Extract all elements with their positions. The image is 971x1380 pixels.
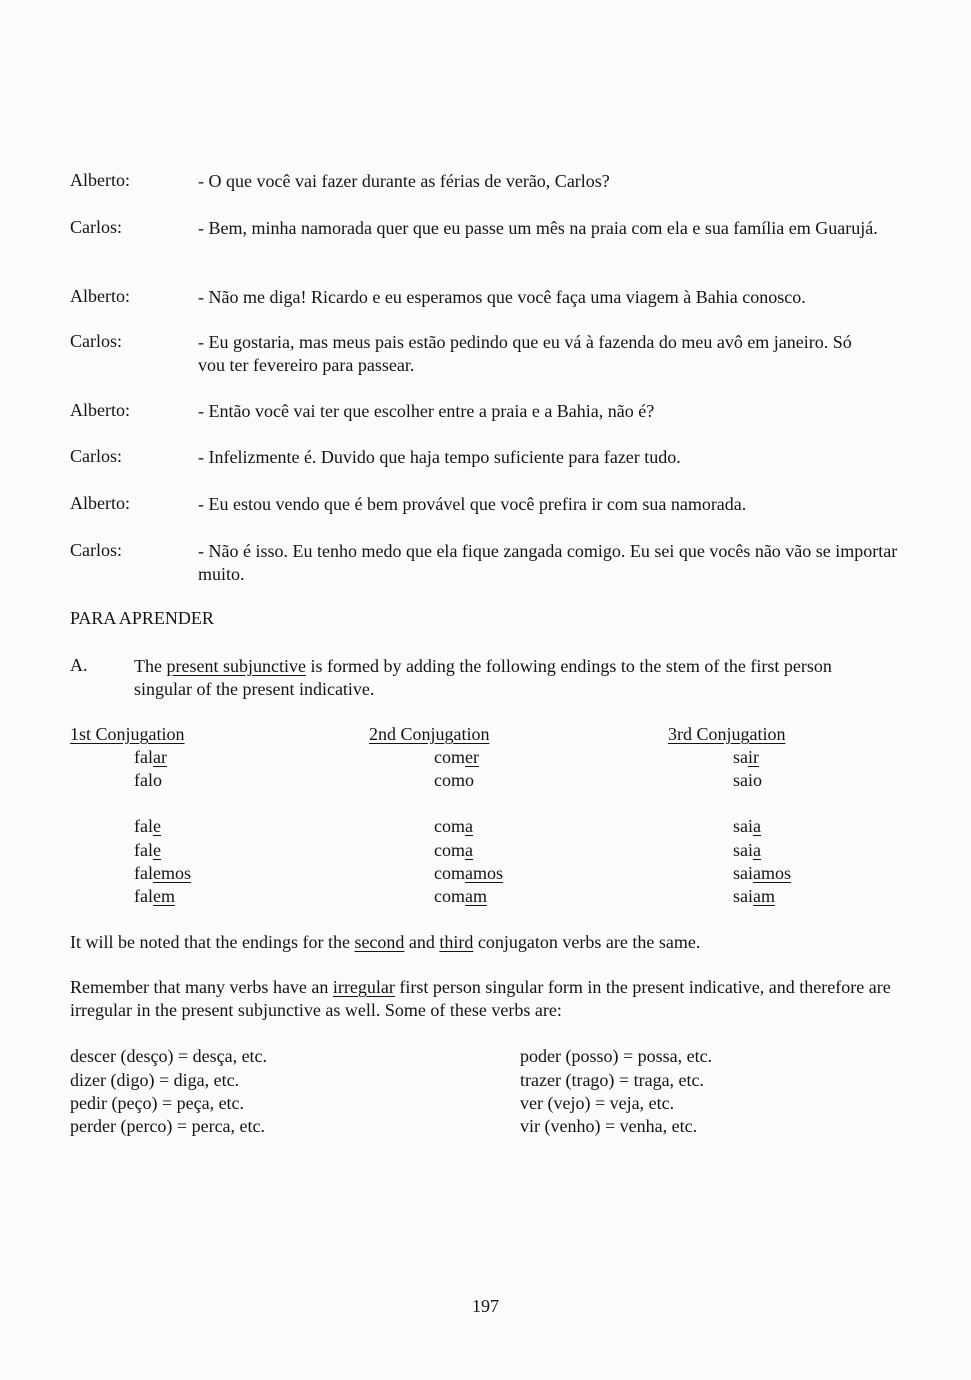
list-item: descer (desço) = desça, etc. <box>70 1046 268 1066</box>
emphasis: third <box>439 932 474 952</box>
ending: e <box>152 816 161 836</box>
speaker-label: Alberto: <box>70 170 130 190</box>
note-same-endings <box>70 932 700 953</box>
infinitive <box>434 747 479 768</box>
ending: ar <box>152 747 167 767</box>
ending: amos <box>753 863 791 883</box>
point-label: A. <box>70 655 88 675</box>
stem: sai <box>733 840 753 860</box>
text: conjugaton verbs are the same. <box>473 932 701 952</box>
stem: fal <box>134 863 153 883</box>
dialogue-line: - Infelizmente é. Duvido que haja tempo suficiente para fazer tudo. <box>198 447 681 467</box>
stem: fal <box>134 816 153 836</box>
text-after: is formed by adding the following endings to the stem of the first person singular of the present indicative. <box>134 656 832 699</box>
note-irregular <box>70 976 900 1022</box>
speaker-label: Carlos: <box>70 217 122 237</box>
list-item: vir (venho) = venha, etc. <box>520 1116 698 1136</box>
stem: com <box>434 816 465 836</box>
stem: com <box>434 886 465 906</box>
dialogue-line: - Eu gostaria, mas meus pais estão pedindo que eu vá à fazenda do meu avô em janeiro. Só vou ter fevereiro para passear. <box>198 332 852 375</box>
subjunctive-form <box>434 840 473 861</box>
text: first person singular form in the present indicative, and therefore are irregular in the present subjunctive as well. Some of these verbs are: <box>70 977 891 1020</box>
indicative-form: falo <box>134 770 162 790</box>
ending: a <box>753 840 761 860</box>
subjunctive-form <box>733 840 761 861</box>
ending: a <box>465 840 473 860</box>
stem: fal <box>134 886 153 906</box>
speaker-label: Carlos: <box>70 540 122 560</box>
point-a-text <box>134 655 869 701</box>
ending: amos <box>465 863 503 883</box>
stem: sai <box>733 886 753 906</box>
indicative-form: como <box>434 770 474 790</box>
ending: er <box>465 747 479 767</box>
dialogue-line: - Não me diga! Ricardo e eu esperamos que você faça uma viagem à Bahia conosco. <box>198 287 806 307</box>
subjunctive-form <box>733 886 775 907</box>
text: It will be noted that the endings for the <box>70 932 355 952</box>
subjunctive-form <box>434 816 473 837</box>
subjunctive-form <box>134 840 161 861</box>
subjunctive-form <box>134 863 191 884</box>
ending: ir <box>748 747 759 767</box>
indicative-form: saio <box>733 770 762 790</box>
speaker-label: Carlos: <box>70 446 122 466</box>
ending: e <box>152 840 161 860</box>
subjunctive-form <box>434 886 487 907</box>
speaker-label: Carlos: <box>70 331 122 351</box>
list-item: dizer (digo) = diga, etc. <box>70 1070 240 1090</box>
dialogue-line: - Não é isso. Eu tenho medo que ela fique zangada comigo. Eu sei que vocês não vão se importar muito. <box>198 541 898 584</box>
stem: com <box>434 863 465 883</box>
section-heading: PARA APRENDER <box>70 608 214 628</box>
stem: fal <box>134 747 153 767</box>
term-present-subjunctive: present subjunctive <box>166 656 306 676</box>
ending: em <box>152 886 175 906</box>
list-item: trazer (trago) = traga, etc. <box>520 1070 705 1090</box>
ending: am <box>753 886 775 906</box>
ending: a <box>753 816 761 836</box>
emphasis: irregular <box>332 977 395 997</box>
stem: fal <box>134 840 153 860</box>
stem: com <box>434 840 465 860</box>
page-number: 197 <box>472 1296 499 1316</box>
ending: a <box>465 816 473 836</box>
ending: emos <box>152 863 191 883</box>
speaker-label: Alberto: <box>70 493 130 513</box>
column-header: 1st Conjugation <box>70 724 185 744</box>
stem: sai <box>733 863 753 883</box>
column-header: 2nd Conjugation <box>369 724 490 744</box>
stem: com <box>434 747 465 767</box>
subjunctive-form <box>733 863 791 884</box>
text-before: The <box>134 656 167 676</box>
subjunctive-form <box>434 863 503 884</box>
list-item: ver (vejo) = veja, etc. <box>520 1093 675 1113</box>
infinitive <box>733 747 759 768</box>
dialogue-line: - Então você vai ter que escolher entre a praia e a Bahia, não é? <box>198 401 655 421</box>
list-item: poder (posso) = possa, etc. <box>520 1046 713 1066</box>
stem: sai <box>733 816 753 836</box>
list-item: pedir (peço) = peça, etc. <box>70 1093 245 1113</box>
list-item: perder (perco) = perca, etc. <box>70 1116 266 1136</box>
text: and <box>404 932 440 952</box>
emphasis: second <box>354 932 405 952</box>
dialogue-line: - O que você vai fazer durante as férias de verão, Carlos? <box>198 171 610 191</box>
text: Remember that many verbs have an <box>70 977 333 997</box>
subjunctive-form <box>733 816 761 837</box>
subjunctive-form <box>134 816 161 837</box>
dialogue-line: - Eu estou vendo que é bem provável que você prefira ir com sua namorada. <box>198 494 747 514</box>
speaker-label: Alberto: <box>70 286 130 306</box>
column-header: 3rd Conjugation <box>668 724 786 744</box>
speaker-label: Alberto: <box>70 400 130 420</box>
ending: am <box>465 886 487 906</box>
subjunctive-form <box>134 886 175 907</box>
dialogue-line: - Bem, minha namorada quer que eu passe um mês na praia com ela e sua família em Guarujá. <box>198 218 878 238</box>
stem: sa <box>733 747 748 767</box>
infinitive <box>134 747 167 768</box>
